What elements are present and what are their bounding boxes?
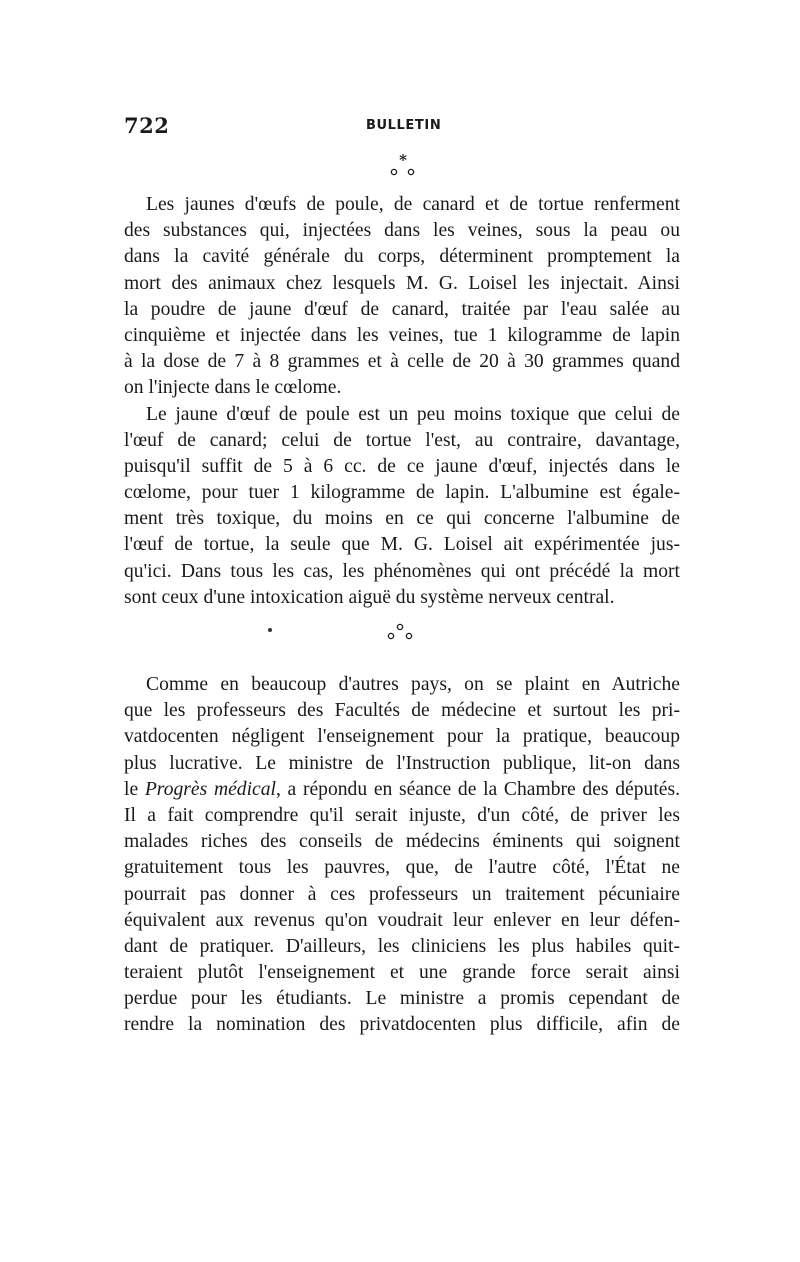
page-header	[124, 113, 680, 141]
text-line: que les professeurs des Facultés de médecine et surtout les pri-	[124, 700, 680, 722]
text-line: perdue pour les étudiants. Le ministre a promis cependant de	[124, 988, 680, 1010]
text-line: dant de pratiquer. D'ailleurs, les cliniciens les plus habiles quit-	[124, 935, 680, 957]
article-eggs-toxicity	[124, 192, 680, 611]
text-line: des substances qui, injectées dans les veines, sous la peau ou	[124, 220, 680, 242]
text-fragment: , a répondu en séance de la Chambre des députés.	[275, 778, 680, 800]
text-line: on l'injecte dans le cœlome.	[124, 377, 342, 399]
text-line: Les jaunes d'œufs de poule, de canard et de tortue renferment	[146, 194, 680, 215]
text-line-journal	[124, 777, 680, 803]
text-line: sont ceux d'une intoxication aiguë du système nerveux central.	[124, 586, 615, 608]
section-divider-asterism-top	[383, 152, 423, 178]
text-line: Comme en beaucoup d'autres pays, on se plaint en Autriche	[146, 674, 680, 695]
stray-dot	[268, 628, 272, 632]
text-line: Le jaune d'œuf de poule est un peu moins toxique que celui de	[146, 403, 680, 425]
text-line: l'œuf de tortue, la seule que M. G. Loisel ait expérimentée jus-	[124, 534, 680, 556]
text-line: équivalent aux revenus qu'on voudrait leur enlever en leur défen-	[124, 909, 680, 931]
text-line: l'œuf de canard; celui de tortue l'est, au contraire, davantage,	[124, 429, 680, 451]
text-line: plus lucrative. Le ministre de l'Instruction publique, lit-on dans	[124, 752, 680, 774]
text-line: vatdocenten négligent l'enseignement pour la pratique, beaucoup	[124, 726, 680, 748]
text-line: ment très toxique, du moins en ce qui concerne l'albumine de	[124, 508, 680, 530]
text-line: qu'ici. Dans tous les cas, les phénomènes qui ont précédé la mort	[124, 560, 680, 582]
text-line: la poudre de jaune d'œuf de canard, traitée par l'eau salée au	[124, 298, 680, 320]
text-line: teraient plutôt l'enseignement et une grande force serait ainsi	[124, 962, 680, 984]
text-line: pourrait pas donner à ces professeurs un traitement pécuniaire	[124, 883, 680, 905]
text-line: à la dose de 7 à 8 grammes et à celle de 20 à 30 grammes quand	[124, 351, 680, 373]
text-line: cœlome, pour tuer 1 kilogramme de lapin. L'albumine est égale-	[124, 482, 680, 504]
text-line: rendre la nomination des privatdocenten plus difficile, afin de	[124, 1014, 680, 1036]
article-austria-professors	[124, 672, 680, 1039]
text-line: cinquième et injectée dans les veines, tue 1 kilogramme de lapin	[124, 324, 680, 346]
page-number: 722	[124, 113, 170, 138]
journal-title: Progrès médical	[144, 778, 276, 800]
text-line: malades riches des conseils de médecins éminents qui soignent	[124, 831, 680, 853]
text-line: Il a fait comprendre qu'il serait injuste, d'un côté, de priver les	[124, 804, 680, 826]
svg-text:*: *	[399, 152, 407, 169]
text-fragment: le	[124, 778, 145, 800]
text-line: mort des animaux chez lesquels M. G. Loisel les injectait. Ainsi	[124, 272, 680, 294]
text-line: dans la cavité générale du corps, déterminent promptement la	[124, 246, 680, 268]
running-title: BULLETIN	[366, 118, 442, 133]
text-line: gratuitement tous les pauvres, que, de l'autre côté, l'État ne	[124, 857, 680, 879]
text-line: puisqu'il suffit de 5 à 6 cc. de ce jaune d'œuf, injectés dans le	[124, 455, 680, 477]
section-divider-asterism-middle	[380, 618, 420, 644]
